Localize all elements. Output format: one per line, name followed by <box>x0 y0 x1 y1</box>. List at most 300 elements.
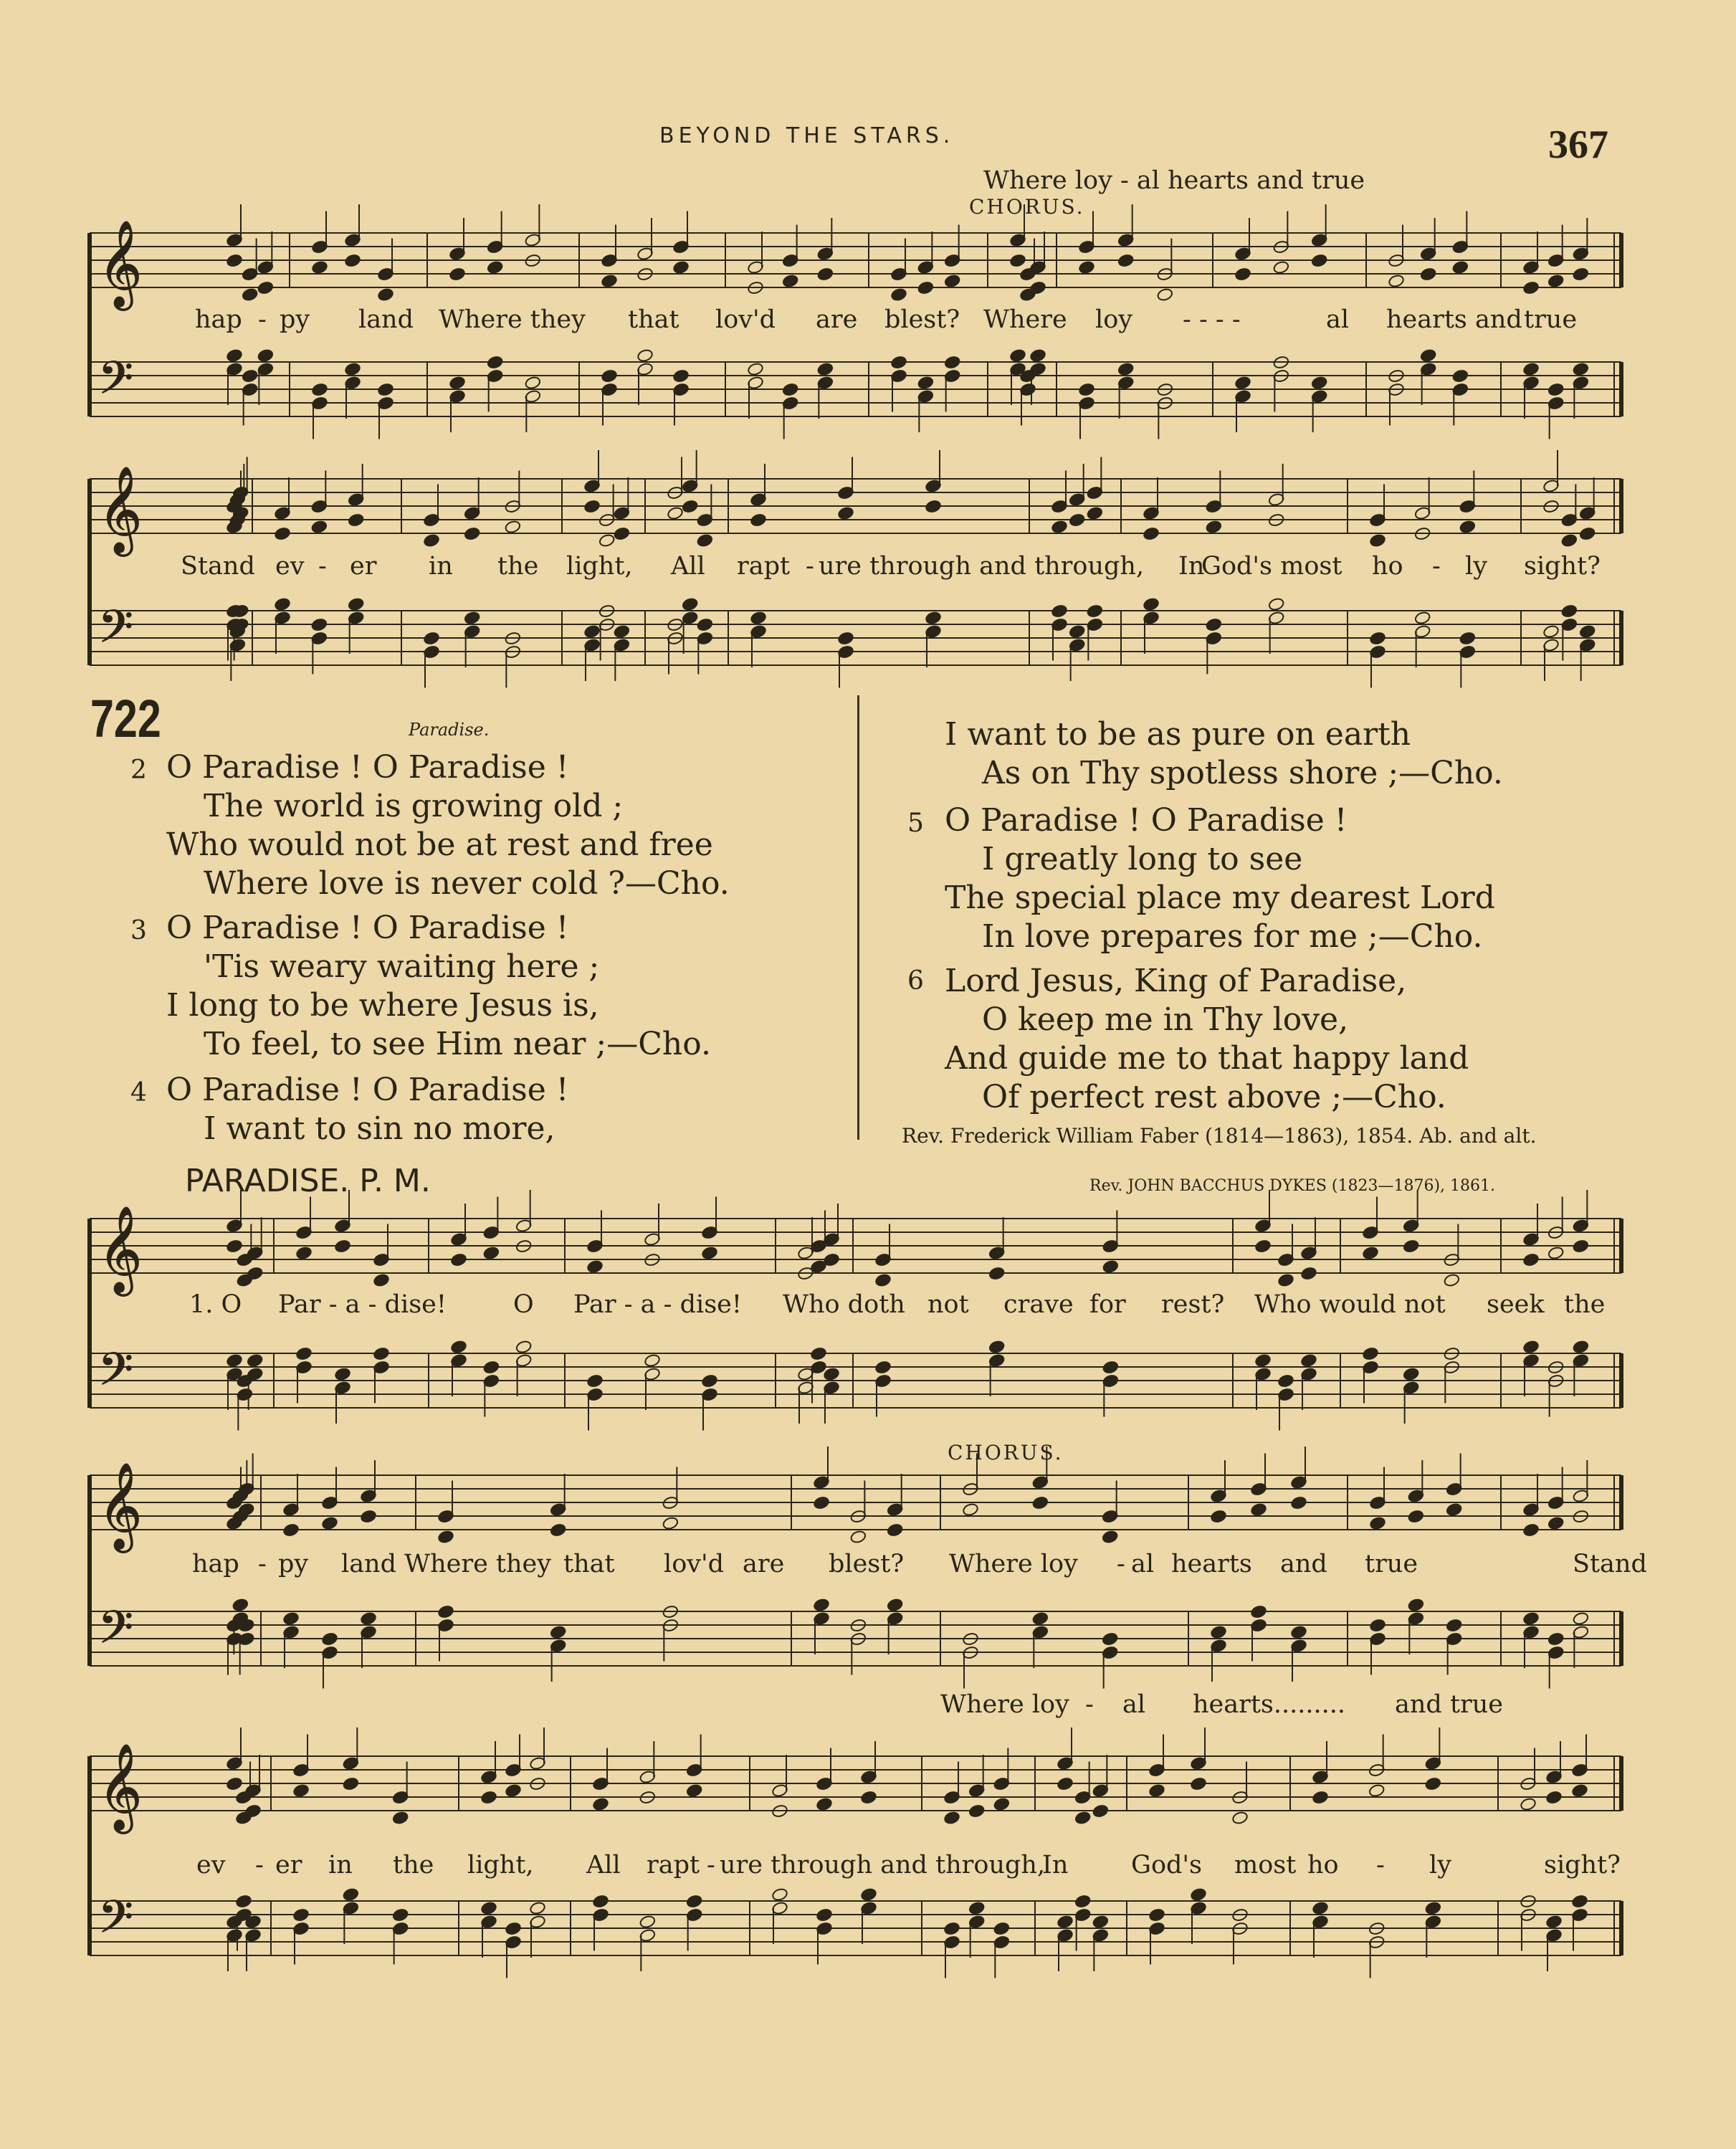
note-head <box>944 356 961 370</box>
note-head <box>292 1783 310 1798</box>
lyric-syllable: al <box>1131 1550 1155 1578</box>
note-head <box>682 597 699 611</box>
note-head <box>311 383 328 397</box>
note-head <box>1210 1625 1227 1639</box>
note-head <box>850 1530 867 1544</box>
lyric-syllable: Stand <box>1573 1550 1647 1578</box>
note-head <box>1542 624 1560 639</box>
lyric-syllable: true <box>1365 1550 1418 1578</box>
note-head <box>887 1598 904 1612</box>
note-head <box>837 506 854 520</box>
note-head <box>464 527 481 541</box>
note-head <box>1571 1895 1588 1909</box>
bass-clef: 𝄢 <box>98 600 133 664</box>
note-head <box>1069 624 1086 639</box>
note-head <box>701 1246 718 1260</box>
note-head <box>1420 267 1437 282</box>
note-head <box>1547 274 1565 288</box>
lyric-syllable: - <box>258 1550 267 1578</box>
system1-above-text: Where loy - al hearts and true <box>983 166 1365 195</box>
note-head <box>1446 1619 1463 1633</box>
note-head <box>813 1598 830 1612</box>
note-head <box>1420 348 1437 363</box>
running-head: BEYOND THE STARS. <box>659 123 955 148</box>
note-head <box>257 281 275 295</box>
lyric-syllable: - <box>258 305 267 334</box>
note-head <box>1547 383 1565 397</box>
note-head <box>1290 1625 1307 1639</box>
lyric-syllable: not <box>927 1290 969 1319</box>
lyric-syllable: rapt <box>647 1851 700 1879</box>
lyric-syllable: ev <box>275 552 305 581</box>
note-head <box>1522 1611 1540 1626</box>
note-head <box>644 1353 661 1368</box>
note-head <box>943 1922 960 1936</box>
treble-clef: 𝄞 <box>98 1462 143 1549</box>
note-head <box>1444 1273 1461 1287</box>
note-head <box>1277 1273 1294 1287</box>
note-head <box>487 356 504 370</box>
note-head <box>235 1895 252 1909</box>
note-head <box>1547 1516 1565 1530</box>
note-head <box>1268 597 1285 611</box>
lyric-syllable: ho <box>1372 552 1403 581</box>
note-head <box>1408 1598 1425 1612</box>
bass-clef: 𝄢 <box>98 1890 133 1954</box>
note-head <box>1078 383 1095 397</box>
lyric-syllable: - <box>318 552 327 581</box>
note-head <box>686 1895 703 1909</box>
lyric-syllable: hap <box>195 305 242 334</box>
lyric-syllable: the <box>1564 1290 1606 1319</box>
lyric-syllable: land <box>358 305 414 334</box>
note-head <box>373 1347 390 1361</box>
note-head <box>1032 1496 1049 1510</box>
note-head <box>816 1908 833 1922</box>
note-head <box>1078 260 1095 275</box>
treble-clef: 𝄞 <box>98 1205 143 1292</box>
note-head <box>817 362 834 376</box>
column-divider <box>857 695 859 1140</box>
note-head <box>1250 1502 1267 1517</box>
note-head <box>1369 1516 1386 1530</box>
note-head <box>282 1611 300 1626</box>
note-head <box>925 611 942 625</box>
lyric-syllable: sight? <box>1544 1851 1621 1879</box>
note-head <box>321 1632 338 1647</box>
note-head <box>1408 1510 1425 1524</box>
note-head <box>1425 1901 1442 1915</box>
note-head <box>586 1374 604 1388</box>
note-head <box>917 376 935 390</box>
note-head <box>993 1797 1011 1811</box>
note-head <box>823 1367 840 1381</box>
note-head <box>944 274 961 288</box>
lyric-syllable: hearts and <box>1386 305 1522 334</box>
note-head <box>1362 1246 1379 1260</box>
note-head <box>247 1353 264 1368</box>
note-head <box>750 513 767 528</box>
note-head <box>1573 362 1590 376</box>
lyric-syllable: Where they <box>439 305 586 334</box>
note-head <box>662 1516 679 1530</box>
note-head <box>343 1887 360 1902</box>
note-head <box>1157 287 1174 302</box>
note-head <box>782 274 799 288</box>
note-head <box>1032 1611 1049 1626</box>
note-head <box>968 1901 986 1915</box>
note-head <box>1573 1611 1590 1626</box>
note-head <box>450 1253 467 1267</box>
note-head <box>686 1783 703 1798</box>
note-head <box>1117 362 1135 376</box>
note-head <box>1057 1777 1074 1791</box>
note-head <box>682 500 699 514</box>
note-head <box>1190 1887 1207 1902</box>
note-head <box>505 1922 522 1936</box>
author-credit: Rev. Frederick William Faber (1814—1863), 1854. Ab. and alt. <box>902 1124 1537 1148</box>
note-head <box>701 1374 718 1388</box>
note-head <box>993 1922 1011 1936</box>
note-head <box>1547 1246 1565 1260</box>
note-head <box>1029 348 1046 363</box>
lyric-syllable: true <box>1524 305 1578 334</box>
note-head <box>837 632 854 646</box>
note-head <box>449 267 466 282</box>
lyric-syllable: - <box>1432 552 1441 581</box>
lyric-syllable: most <box>1234 1851 1297 1879</box>
lyric-syllable: blest? <box>884 305 960 334</box>
note-head <box>274 597 291 611</box>
note-head <box>1452 260 1469 275</box>
note-head <box>1069 513 1086 528</box>
note-head <box>344 362 361 376</box>
lyric-syllable: crave <box>1003 1290 1074 1319</box>
note-head <box>1311 254 1328 268</box>
note-head <box>592 1797 609 1811</box>
note-head <box>360 1510 377 1524</box>
lyric-syllable: 1. O <box>189 1290 242 1319</box>
lyric-syllable: that <box>563 1550 615 1578</box>
note-head <box>360 1611 377 1626</box>
lyric-syllable: blest? <box>829 1550 905 1578</box>
note-head <box>1074 1895 1092 1909</box>
lyric-syllable: All <box>671 552 705 581</box>
lyric-syllable: O <box>513 1290 534 1319</box>
note-head <box>529 1901 546 1915</box>
note-head <box>1117 254 1135 268</box>
note-head <box>525 376 542 390</box>
note-head <box>1057 1915 1074 1929</box>
note-head <box>1092 1804 1110 1819</box>
note-head <box>377 383 394 397</box>
note-head <box>242 287 259 302</box>
note-head <box>1254 1239 1272 1254</box>
note-head <box>295 1347 313 1361</box>
note-head <box>672 260 690 275</box>
lyric-syllable: ev <box>196 1851 226 1879</box>
note-head <box>1190 1777 1207 1791</box>
lyric-syllable: God's <box>1131 1851 1203 1879</box>
lyric-syllable: In <box>1042 1851 1069 1879</box>
note-head <box>226 348 243 363</box>
note-head <box>1312 1791 1329 1805</box>
note-head <box>1573 267 1590 282</box>
note-head <box>1148 1783 1165 1798</box>
note-head <box>1369 632 1386 646</box>
note-head <box>1522 1340 1540 1354</box>
note-head <box>311 520 328 534</box>
lyric-syllable: er <box>350 552 377 581</box>
note-head <box>962 1502 979 1517</box>
note-head <box>598 533 616 548</box>
note-head <box>1051 520 1068 534</box>
treble-clef: 𝄞 <box>98 465 143 553</box>
note-head <box>1414 611 1431 625</box>
note-head <box>1102 1259 1120 1274</box>
note-head <box>1362 1347 1379 1361</box>
note-head <box>257 348 275 363</box>
note-head <box>1234 267 1251 282</box>
note-head <box>667 506 684 520</box>
note-head <box>464 611 481 625</box>
lyric-syllable: ly <box>1429 1851 1451 1879</box>
note-head <box>1206 618 1223 632</box>
hymn-subtitle: Paradise. <box>409 720 490 740</box>
note-head <box>672 369 690 383</box>
note-head <box>1522 1253 1540 1267</box>
lyric-syllable: In <box>1178 552 1205 581</box>
note-head <box>1561 533 1578 548</box>
note-head <box>917 281 935 295</box>
lyric-syllable: rest? <box>1161 1290 1225 1319</box>
lyric-syllable: Where loy <box>940 1690 1069 1719</box>
note-head <box>1143 527 1160 541</box>
note-head <box>1403 1367 1420 1381</box>
lyric-syllable: hearts......... <box>1193 1690 1346 1719</box>
note-head <box>1573 1340 1590 1354</box>
note-head <box>943 1811 960 1825</box>
note-head <box>1573 1239 1590 1254</box>
lyric-syllable: All <box>586 1851 621 1879</box>
note-head <box>1290 1496 1307 1510</box>
bass-clef: 𝄢 <box>98 1601 133 1664</box>
note-head <box>1459 632 1477 646</box>
note-head <box>592 1895 609 1909</box>
note-head <box>586 1259 604 1274</box>
note-head <box>423 533 440 548</box>
note-head <box>348 513 365 528</box>
treble-clef: 𝄞 <box>98 219 143 307</box>
note-head <box>890 287 907 302</box>
lyric-syllable: hearts <box>1171 1550 1252 1578</box>
note-head <box>750 611 767 625</box>
note-head <box>1009 254 1026 268</box>
note-head <box>344 254 361 268</box>
note-head <box>1545 1791 1563 1805</box>
note-head <box>483 1361 500 1375</box>
note-head <box>1087 604 1104 619</box>
note-head <box>1522 362 1540 376</box>
lyric-syllable: - - - - <box>1183 305 1241 334</box>
note-head <box>1300 1267 1317 1281</box>
lyric-syllable: Who doth <box>783 1290 905 1319</box>
note-head <box>487 260 504 275</box>
lyric-syllable: py <box>278 1550 309 1578</box>
note-head <box>860 1791 877 1805</box>
note-head <box>1446 1502 1463 1517</box>
lyric-syllable: and <box>1280 1550 1327 1578</box>
lyric-syllable: light, <box>467 1851 534 1879</box>
note-head <box>1087 506 1104 520</box>
note-head <box>334 1367 351 1381</box>
note-head <box>988 1267 1006 1281</box>
note-head <box>480 1791 497 1805</box>
note-head <box>968 1804 986 1819</box>
note-head <box>480 1901 497 1915</box>
lyric-syllable: in <box>429 552 453 581</box>
note-head <box>810 1347 827 1361</box>
lyric-syllable: are <box>816 305 858 334</box>
note-head <box>1102 1361 1120 1375</box>
lyric-syllable: that <box>628 305 679 334</box>
note-head <box>1369 1619 1386 1633</box>
note-head <box>1092 1915 1110 1929</box>
note-head <box>925 500 942 514</box>
note-head <box>1254 1353 1272 1368</box>
note-head <box>226 1777 243 1791</box>
note-head <box>636 348 654 363</box>
lyric-syllable: al <box>1122 1690 1146 1719</box>
note-head <box>697 618 714 632</box>
note-head <box>1210 1510 1227 1524</box>
note-head <box>295 1246 313 1260</box>
lyric-syllable: light, <box>566 552 633 581</box>
lyric-syllable: - <box>255 1851 264 1879</box>
lyric-syllable: - <box>806 552 814 581</box>
note-head <box>505 1783 522 1798</box>
note-head <box>226 254 243 268</box>
note-head <box>1545 1915 1563 1929</box>
lyric-syllable: er <box>275 1851 302 1879</box>
lyric-syllable: al <box>1326 305 1350 334</box>
lyric-syllable: in <box>328 1851 353 1879</box>
note-head <box>1206 520 1223 534</box>
note-head <box>813 1496 830 1510</box>
note-head <box>583 500 601 514</box>
note-head <box>505 520 522 534</box>
note-head <box>614 624 631 639</box>
lyric-syllable: the <box>393 1851 434 1879</box>
note-head <box>1277 1374 1294 1388</box>
lyric-syllable: Who would not <box>1254 1290 1446 1319</box>
lyric-syllable: - <box>1085 1690 1094 1719</box>
note-head <box>1102 1632 1119 1647</box>
hymn-number: 722 <box>90 689 161 748</box>
note-head <box>601 274 618 288</box>
lyric-syllable: Stand <box>181 552 255 581</box>
note-head <box>550 1523 567 1538</box>
note-head <box>1388 274 1405 288</box>
note-head <box>232 1598 249 1612</box>
note-head <box>1300 1353 1317 1368</box>
lyric-syllable: for <box>1089 1290 1126 1319</box>
note-head <box>1547 1632 1565 1647</box>
note-head <box>860 1887 877 1902</box>
page-number: 367 <box>1548 123 1608 167</box>
note-head <box>747 362 764 376</box>
lyric-syllable: Par - a - dise! <box>278 1290 447 1319</box>
composer-credit: Rev. JOHN BACCHUS DYKES (1823—1876), 1861. <box>1089 1177 1496 1195</box>
note-head <box>274 527 291 541</box>
lyric-syllable: ure through and through, <box>819 552 1145 581</box>
lyric-syllable: the <box>497 552 539 581</box>
note-head <box>816 1797 833 1811</box>
note-head <box>343 1777 360 1791</box>
note-head <box>311 260 328 275</box>
lyric-syllable: - <box>1117 1550 1125 1578</box>
lyric-syllable: rapt <box>737 552 791 581</box>
note-head <box>1311 376 1328 390</box>
note-head <box>1250 1605 1267 1619</box>
lyric-syllable: lov'd <box>664 1550 725 1578</box>
note-head <box>697 533 714 548</box>
lyric-syllable: ho <box>1307 1851 1339 1879</box>
note-head <box>1579 527 1596 541</box>
note-head <box>1452 369 1469 383</box>
note-head <box>1234 376 1251 390</box>
note-head <box>321 1516 338 1530</box>
bass-clef: 𝄢 <box>98 351 133 415</box>
note-head <box>771 1887 788 1902</box>
note-head <box>601 369 618 383</box>
note-head <box>242 369 259 383</box>
note-head <box>1579 624 1596 639</box>
note-head <box>449 376 466 390</box>
note-head <box>1571 1783 1588 1798</box>
note-head <box>550 1625 567 1639</box>
note-head <box>639 1915 657 1929</box>
note-head <box>392 1908 409 1922</box>
tune-name: PARADISE. P. M. <box>185 1163 431 1199</box>
lyric-syllable: Where loy <box>949 1550 1078 1578</box>
note-head <box>1403 1239 1420 1254</box>
lyric-syllable: and true <box>1395 1690 1503 1719</box>
note-head <box>1425 1777 1442 1791</box>
note-head <box>373 1273 390 1287</box>
note-head <box>1009 348 1026 363</box>
note-head <box>1459 520 1477 534</box>
note-head <box>988 1340 1006 1354</box>
note-head <box>1148 1908 1165 1922</box>
lyric-syllable: sight? <box>1524 552 1601 581</box>
note-head <box>1074 1811 1092 1825</box>
note-head <box>282 1523 300 1538</box>
note-head <box>1102 1530 1119 1544</box>
note-head <box>1369 533 1386 548</box>
note-head <box>437 1530 454 1544</box>
lyric-syllable: ly <box>1465 552 1487 581</box>
note-head <box>377 287 394 302</box>
note-head <box>1561 604 1578 619</box>
note-head <box>1312 1901 1329 1915</box>
note-head <box>890 356 907 370</box>
note-head <box>423 632 440 646</box>
treble-clef: 𝄞 <box>98 1743 143 1830</box>
note-head <box>1231 1811 1249 1825</box>
note-head <box>1520 1797 1537 1811</box>
lyric-syllable: are <box>743 1550 785 1578</box>
